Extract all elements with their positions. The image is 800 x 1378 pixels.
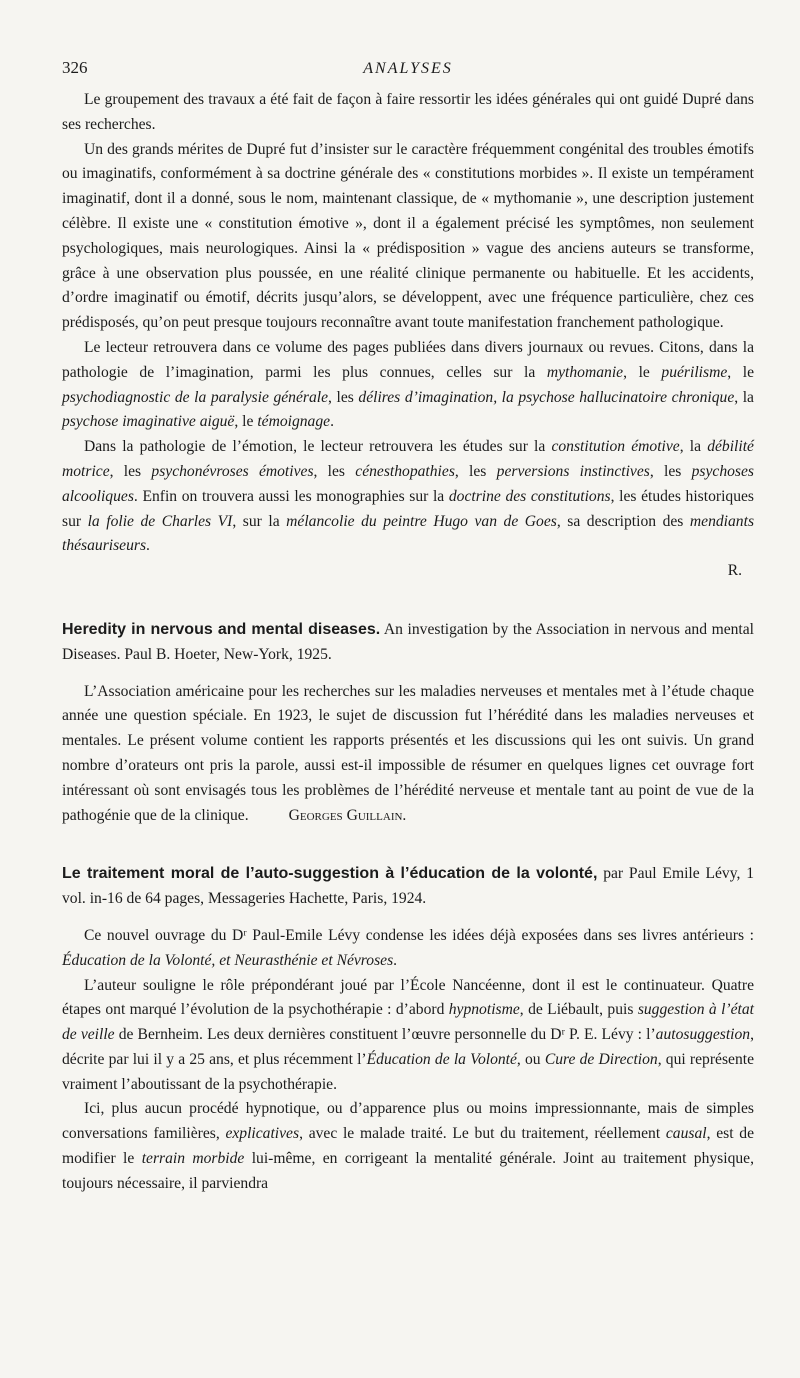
text-run: Ce nouvel ouvrage du Dʳ Paul-Emile Lévy condense les idées déjà exposées dans ses livres antérieurs : <box>84 926 754 944</box>
text-run: Ici, plus aucun procédé hypnotique, ou d’apparence plus ou moins impressionnante, mais de simples conversations familières, <box>62 1100 754 1143</box>
text-run: , ou <box>516 1050 545 1068</box>
review-heredity <box>62 618 754 828</box>
text-run: , la <box>734 388 754 406</box>
italic-text: psychonévroses émotives <box>151 462 314 480</box>
running-head: ANALYSES <box>363 60 453 77</box>
text-run: L’auteur souligne le rôle prépondérant joué par l’École Nancéenne, dont il est le continuateur. Quatre étapes ont marqué l’évolution de la psychothérapie : d’abord <box>62 976 754 1019</box>
text-run: , les <box>328 388 359 406</box>
page-content <box>62 88 754 1197</box>
italic-text: mendiants thésauriseurs <box>62 512 755 555</box>
text-run: , sa description des <box>556 512 690 530</box>
italic-text: perversions instinctives <box>496 462 650 480</box>
text-run: Le groupement des travaux a été fait de façon à faire ressortir les idées générales qui ont guidé Dupré dans ses recherches. <box>62 91 754 133</box>
italic-text: terrain morbide <box>141 1150 245 1168</box>
text-run: , le <box>234 413 258 431</box>
italic-text: débilité motrice <box>62 438 754 480</box>
italic-text: témoignage <box>257 413 331 431</box>
body-paragraph <box>62 138 754 336</box>
review-body-text: L’Association américaine pour les recherches sur les maladies nerveuses et mentales met à l’étude chaque année une question spéciale. En 1923, le sujet de discussion fut l’hérédité dans les maladies nerveuses et mentales. Le présent volume contient les rapports présentés et les discussions qui les ont suivis. Un grand nombre d’orateurs ont pris la parole, aussi est-il impossible de résumer en quelques lignes cet ouvrage fort intéressant où sont envisagés tous les problèmes de l’hérédité nerveuse et mentale tant au point de vue de la pathogénie que de la clinique. <box>62 682 754 824</box>
italic-text: la folie de Charles VI <box>87 512 233 530</box>
review-traitement-moral <box>62 862 754 1196</box>
italic-text: cénesthopathies <box>355 462 455 480</box>
text-run: , de Liébault, puis <box>519 1001 638 1019</box>
review-heading <box>62 618 754 668</box>
page-number: 326 <box>62 58 88 77</box>
text-run: Dans la pathologie de l’émotion, le lecteur retrouvera les études sur la <box>84 438 552 456</box>
text-run: Le lecteur retrouvera dans ce volume des pages publiées dans divers journaux ou revues. Citons, dans la pathologie de l’imagination, parmi les plus connues, celles sur la <box>62 338 754 381</box>
text-run: . <box>146 537 150 555</box>
text-run: , sur la <box>232 512 287 530</box>
text-run: lui-même, en corrigeant la mentalité générale. Joint au traitement physique, toujours nécessaire, il parviendra <box>62 1150 754 1192</box>
italic-text: Éducation de la Volonté <box>366 1050 517 1068</box>
text-run: , les <box>313 462 356 480</box>
text-run: , est de modifier le <box>62 1125 754 1168</box>
italic-text: Cure de Direction <box>544 1050 658 1068</box>
italic-text: hypnotisme <box>448 1001 520 1019</box>
review-signature: Georges Guillain. <box>288 806 407 824</box>
text-run: , les études historiques sur <box>62 487 754 530</box>
text-run: , avec le malade traité. Le but du traitement, réellement <box>299 1125 666 1143</box>
italic-text: délires d’imagination, la psychose hallucinatoire chronique <box>358 388 735 406</box>
review-bibliography: par Paul Emile Lévy, 1 vol. in-16 de 64 pages, Messageries Hachette, Paris, 1924. <box>62 865 754 908</box>
review-bibliography: An investigation by the Association in nervous and mental Diseases. Paul B. Hoeter, New-York, 1925. <box>62 620 755 663</box>
review-title: Le traitement moral de l’auto-suggestion à l’éducation de la volonté, <box>62 865 598 883</box>
italic-text: explicatives <box>225 1125 300 1143</box>
text-run: Un des grands mérites de Dupré fut d’insister sur le caractère fréquemment congénital des troubles émotifs ou imaginatifs, conformément à sa doctrine générale des « constitutions morbides ». Il existe un tempérament imaginatif, dont il a donné, sous le nom, maintenant classique, de « mythomanie », une description justement célèbre. Il existe une « constitution émotive », dont il a également précisé les symptômes, non seulement psychologiques, mais neurologiques. Ainsi la « prédisposition » vague des anciens auteurs se transforme, grâce à une observation plus poussée, en une réalité clinique permanente ou habituelle. Et les accidents, d’ordre imaginatif ou émotif, décrits jusqu’alors, se développent, avec une fréquence particulière, chez ces prédisposés, qu’on peut presque toujours reconnaître avant toute manifestation franchement pathologique. <box>62 140 754 332</box>
text-run: , les <box>649 462 692 480</box>
text-run: . <box>330 413 334 431</box>
review-heading <box>62 862 754 912</box>
previous-review-body <box>62 88 754 559</box>
body-paragraph <box>62 336 754 435</box>
italic-text: psychoses alcooliques <box>62 462 754 505</box>
italic-text: mélancolie du peintre Hugo van de Goes <box>286 512 557 530</box>
text-run: . <box>393 951 398 969</box>
text-run: , le <box>623 363 662 381</box>
text-run: , la <box>679 438 708 456</box>
page-header <box>62 50 754 76</box>
review-title: Heredity in nervous and mental diseases. <box>62 620 381 638</box>
body-paragraph <box>62 435 754 559</box>
body-paragraph <box>62 1097 754 1196</box>
body-paragraph <box>62 974 754 1098</box>
italic-text: autosuggestion <box>655 1026 751 1044</box>
italic-text: Éducation de la Volonté, et Neurasthénie et Névroses <box>62 951 394 969</box>
text-run: , décrite par lui il y a 25 ans, et plus récemment l’ <box>62 1026 754 1068</box>
review-paragraph <box>62 680 754 829</box>
text-run: . Enfin on trouvera aussi les monographies sur la <box>133 487 449 505</box>
italic-text: constitution émotive <box>551 438 680 456</box>
italic-text: suggestion à l’état de veille <box>62 1001 754 1044</box>
italic-text: psychodiagnostic de la paralysie générale <box>62 388 329 406</box>
previous-review <box>62 88 754 584</box>
text-run: de Bernheim. Les deux dernières constituent l’œuvre personnelle du Dʳ P. E. Lévy : l’ <box>114 1026 656 1044</box>
text-run: , qui représente vraiment l’aboutissant de la psychothérapie. <box>62 1050 754 1093</box>
italic-text: puérilisme <box>661 363 728 381</box>
italic-text: mythomanie <box>546 363 624 381</box>
previous-review-signature: R. <box>727 562 742 580</box>
text-run: , les <box>454 462 497 480</box>
italic-text: causal <box>665 1125 707 1143</box>
review-traitement-body <box>62 924 754 1197</box>
text-run: , les <box>109 462 152 480</box>
text-run: , le <box>727 363 755 381</box>
italic-text: doctrine des constitutions <box>448 487 611 505</box>
body-paragraph <box>62 88 754 138</box>
body-paragraph <box>62 924 754 974</box>
italic-text: psychose imaginative aiguë <box>62 413 235 431</box>
